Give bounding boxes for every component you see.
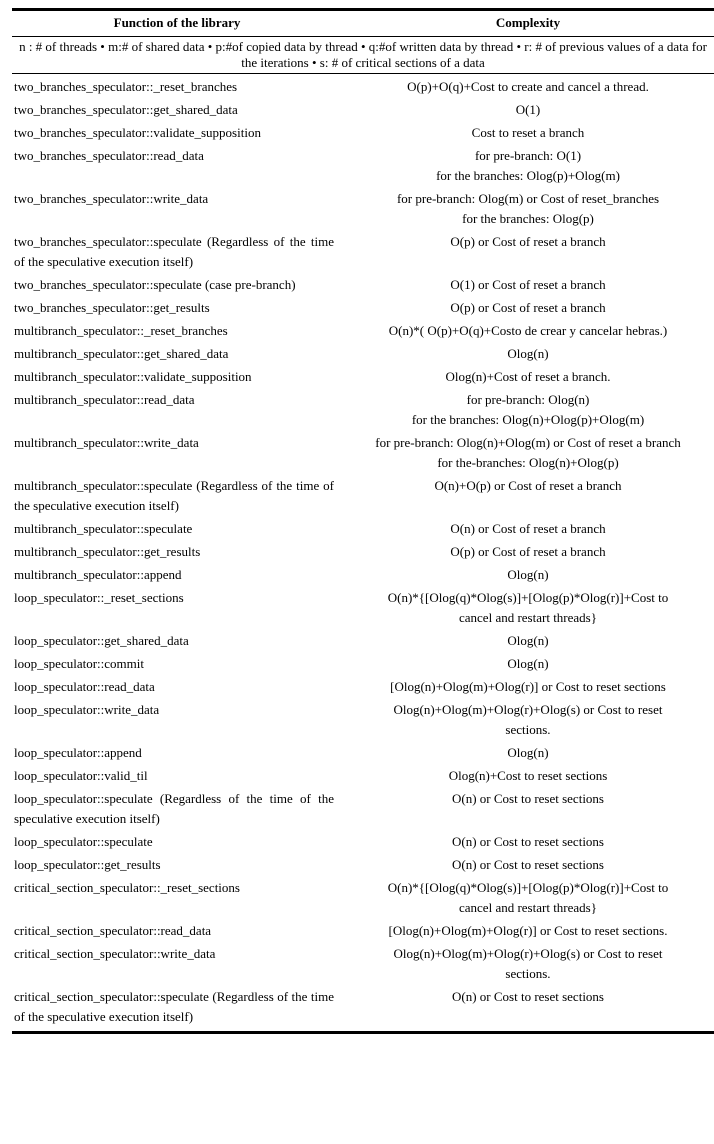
function-cell: critical_section_speculator::read_data <box>14 923 212 938</box>
complexity-cell: Olog(n) <box>507 656 549 671</box>
complexity-cell: Olog(n)+Olog(m)+Olog(r)+Olog(s) or Cost to reset sections. <box>393 946 663 981</box>
complexity-cell: O(1) or Cost of reset a branch <box>450 277 606 292</box>
complexity-cell: O(n) or Cost to reset sections <box>342 984 714 1033</box>
header-function: Function of the library <box>12 10 342 37</box>
function-cell: loop_speculator::get_results <box>14 857 161 872</box>
function-cell: multibranch_speculator::validate_supposition <box>14 369 252 384</box>
complexity-cell: O(n) or Cost to reset sections <box>451 857 604 872</box>
function-cell: loop_speculator::write_data <box>14 702 160 717</box>
table-row <box>12 786 714 829</box>
table-row <box>12 740 714 763</box>
function-cell: two_branches_speculator::_reset_branches <box>14 79 238 94</box>
table-row <box>12 97 714 120</box>
table-row <box>12 628 714 651</box>
function-cell: multibranch_speculator::get_results <box>14 544 201 559</box>
table-row <box>12 516 714 539</box>
function-cell: two_branches_speculator::write_data <box>14 191 209 206</box>
table-row <box>12 387 714 430</box>
function-cell: loop_speculator::_reset_sections <box>14 590 184 605</box>
header-complexity: Complexity <box>342 10 714 37</box>
table-row <box>12 295 714 318</box>
complexity-cell: O(p) or Cost of reset a branch <box>450 300 606 315</box>
function-cell: critical_section_speculator::write_data <box>14 946 216 961</box>
table-row <box>12 918 714 941</box>
complexity-cell: Olog(n) <box>507 745 549 760</box>
function-cell: loop_speculator::speculate (Regardless of the time of the speculative execution itself) <box>14 791 334 826</box>
function-cell: two_branches_speculator::get_results <box>14 300 210 315</box>
table-row <box>12 364 714 387</box>
table-row <box>12 562 714 585</box>
complexity-cell: O(n)+O(p) or Cost of reset a branch <box>434 478 622 493</box>
table-row <box>12 120 714 143</box>
complexity-cell: Cost to reset a branch <box>471 125 585 140</box>
function-cell: two_branches_speculator::speculate (Regardless of the time of the speculative execution itself) <box>14 234 334 269</box>
function-cell: loop_speculator::get_shared_data <box>14 633 189 648</box>
function-cell: multibranch_speculator::get_shared_data <box>14 346 229 361</box>
function-cell: multibranch_speculator::write_data <box>14 435 199 450</box>
complexity-cell: O(n)*{[Olog(q)*Olog(s)]+[Olog(p)*Olog(r)]+Cost to cancel and restart threads} <box>387 590 669 625</box>
complexity-cell: O(p) or Cost of reset a branch <box>450 234 606 249</box>
complexity-table <box>12 8 714 1034</box>
table-row <box>12 829 714 852</box>
function-cell: multibranch_speculator::speculate (Regardless of the time of the speculative execution itself) <box>14 478 334 513</box>
table-row <box>12 341 714 364</box>
complexity-cell: for pre-branch: Olog(n) for the branches: Olog(n)+Olog(p)+Olog(m) <box>411 392 645 427</box>
table-body <box>12 74 714 1033</box>
function-cell: multibranch_speculator::_reset_branches <box>14 323 228 338</box>
complexity-cell: for pre-branch: Olog(m) or Cost of reset_branches for the branches: Olog(p) <box>396 191 660 226</box>
function-cell: two_branches_speculator::speculate (case pre-branch) <box>14 277 296 292</box>
function-cell: loop_speculator::valid_til <box>14 768 148 783</box>
complexity-cell: Olog(n) <box>507 633 549 648</box>
function-cell: loop_speculator::speculate <box>14 834 153 849</box>
table-row <box>12 763 714 786</box>
function-cell: critical_section_speculator::speculate (Regardless of the time of the speculative execution itself) <box>12 984 342 1033</box>
table-row <box>12 143 714 186</box>
legend-row <box>12 37 714 74</box>
complexity-cell: O(n) or Cost to reset sections <box>451 791 604 806</box>
table-row <box>12 186 714 229</box>
table-row <box>12 941 714 984</box>
table-row <box>12 272 714 295</box>
table-row <box>12 674 714 697</box>
complexity-cell: Olog(n)+Cost to reset sections <box>448 768 608 783</box>
table-row <box>12 318 714 341</box>
function-cell: multibranch_speculator::read_data <box>14 392 195 407</box>
complexity-cell: Olog(n)+Cost of reset a branch. <box>445 369 611 384</box>
complexity-cell: [Olog(n)+Olog(m)+Olog(r)] or Cost to reset sections. <box>388 923 668 938</box>
complexity-cell: Olog(n) <box>507 567 549 582</box>
table-row <box>12 539 714 562</box>
complexity-cell: O(p)+O(q)+Cost to create and cancel a thread. <box>407 79 649 94</box>
complexity-cell: Olog(n) <box>507 346 549 361</box>
function-cell: multibranch_speculator::speculate <box>14 521 193 536</box>
complexity-cell: O(p) or Cost of reset a branch <box>450 544 606 559</box>
function-cell: two_branches_speculator::get_shared_data <box>14 102 238 117</box>
complexity-cell: O(n)*( O(p)+O(q)+Costo de crear y cancelar hebras.) <box>388 323 668 338</box>
function-cell: two_branches_speculator::validate_supposition <box>14 125 261 140</box>
complexity-cell: [Olog(n)+Olog(m)+Olog(r)] or Cost to reset sections <box>390 679 666 694</box>
table-row <box>12 984 714 1033</box>
function-cell: loop_speculator::read_data <box>14 679 155 694</box>
complexity-cell: for pre-branch: O(1) for the branches: Olog(p)+Olog(m) <box>436 148 620 183</box>
table-row <box>12 585 714 628</box>
table-row <box>12 852 714 875</box>
table-row <box>12 875 714 918</box>
table-row <box>12 697 714 740</box>
table-row <box>12 651 714 674</box>
complexity-cell: O(n) or Cost of reset a branch <box>450 521 606 536</box>
function-cell: two_branches_speculator::read_data <box>14 148 204 163</box>
function-cell: loop_speculator::commit <box>14 656 144 671</box>
complexity-cell: for pre-branch: Olog(n)+Olog(m) or Cost of reset a branch for the-branches: Olog(n)+Olog(p) <box>375 435 681 470</box>
table-row <box>12 430 714 473</box>
table-row <box>12 74 714 98</box>
complexity-cell: O(1) <box>515 102 541 117</box>
complexity-cell: O(n)*{[Olog(q)*Olog(s)]+[Olog(p)*Olog(r)]+Cost to cancel and restart threads} <box>387 880 669 915</box>
table-row <box>12 473 714 516</box>
function-cell: multibranch_speculator::append <box>14 567 182 582</box>
complexity-cell: O(n) or Cost to reset sections <box>451 834 604 849</box>
header-row <box>12 10 714 37</box>
function-cell: loop_speculator::append <box>14 745 142 760</box>
complexity-cell: Olog(n)+Olog(m)+Olog(r)+Olog(s) or Cost to reset sections. <box>393 702 663 737</box>
function-cell: critical_section_speculator::_reset_sections <box>14 880 240 895</box>
legend-text: n : # of threads • m:# of shared data • p:#of copied data by thread • q:#of written data by thread • r: # of previous values of a data for the iterations • s: # of critical sections of a data <box>12 37 714 74</box>
table-row <box>12 229 714 272</box>
